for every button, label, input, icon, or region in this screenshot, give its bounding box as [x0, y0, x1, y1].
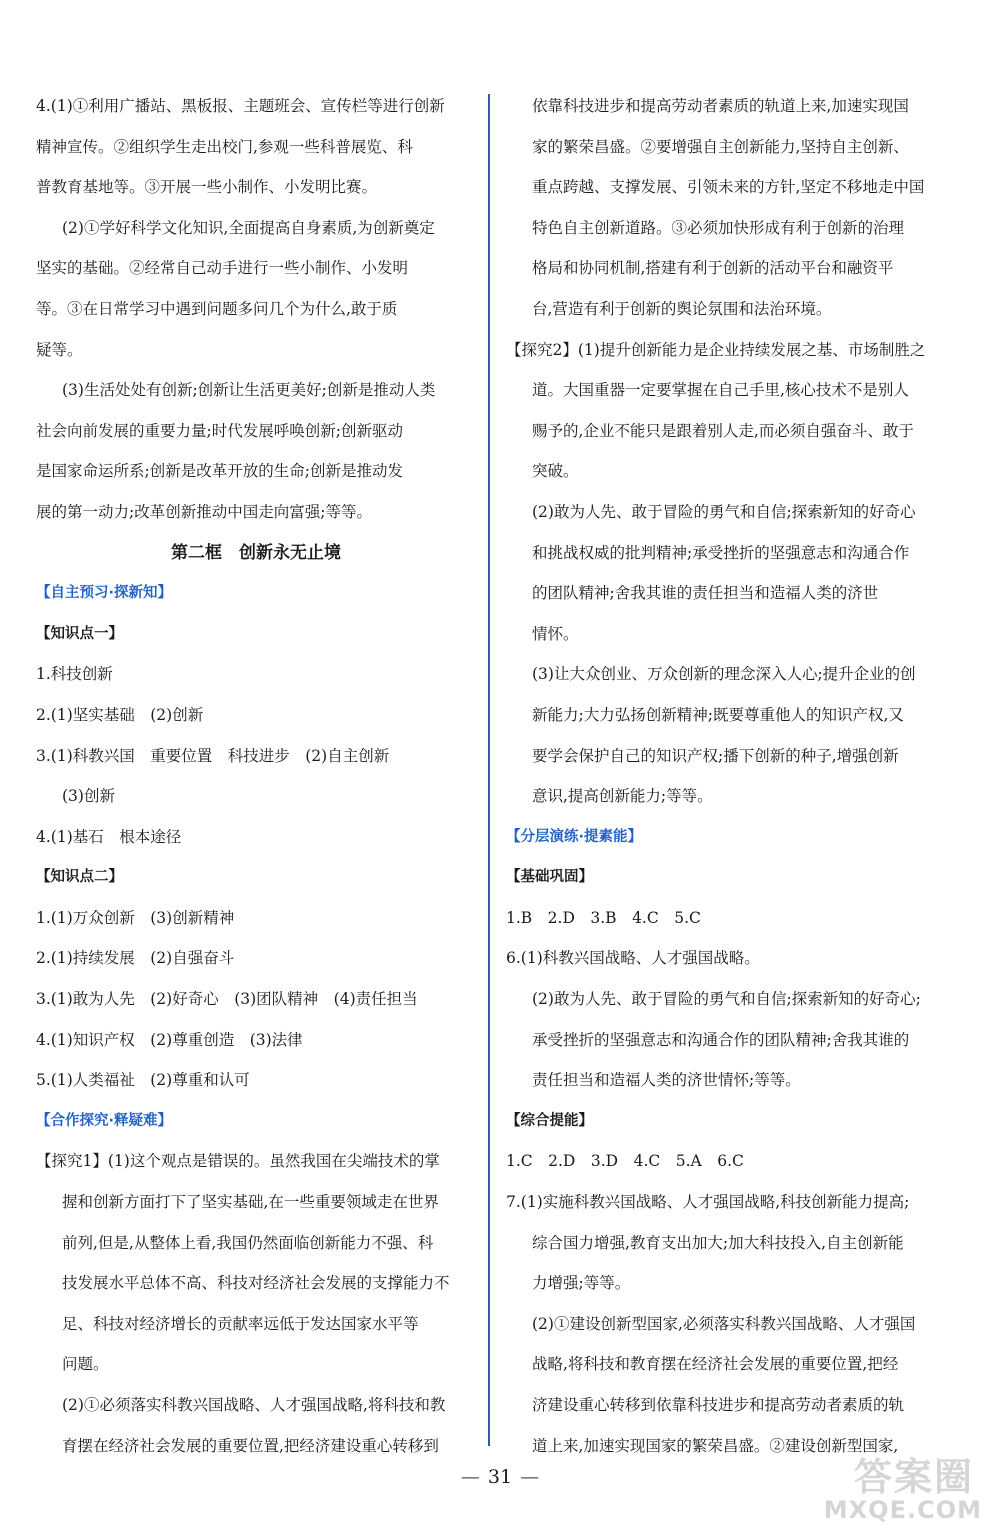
text-line: 社会向前发展的重要力量;时代发展呼唤创新;创新驱动 — [36, 421, 403, 440]
text-line: 和挑战权威的批判精神;承受挫折的坚强意志和沟通合作 — [532, 543, 910, 562]
text-line: 等。③在日常学习中遇到问题多问几个为什么,敢于质 — [36, 299, 398, 318]
page-number: — 31 — — [460, 1466, 540, 1488]
text-line: 展的第一动力;改革创新推动中国走向富强;等等。 — [36, 502, 372, 521]
text-line: 6.(1)科教兴国战略、人才强国战略。 — [506, 949, 760, 968]
text-line: 疑等。 — [36, 340, 83, 359]
text-line: 特色自主创新道路。③必须加快形成有利于创新的治理 — [532, 218, 905, 237]
text-line: 5.(1)人类福祉 (2)尊重和认可 — [36, 1071, 250, 1090]
text-line: 4.(1)基石 根本途径 — [36, 827, 182, 846]
section-title: 第二框 创新永无止境 — [171, 542, 341, 563]
text-line: (2)①建设创新型国家,必须落实科教兴国战略、人才强国 — [532, 1314, 916, 1333]
text-line: 【探究2】(1)提升创新能力是企业持续发展之基、市场制胜之 — [506, 340, 926, 359]
text-line: (3)生活处处有创新;创新让生活更美好;创新是推动人类 — [62, 381, 436, 400]
text-line: 4.(1)①利用广播站、黑板报、主题班会、宣传栏等进行创新 — [36, 97, 445, 115]
text-line: 普教育基地等。③开展一些小制作、小发明比赛。 — [36, 178, 378, 197]
text-line: 1.C 2.D 3.D 4.C 5.A 6.C — [506, 1152, 744, 1171]
text-line: 4.(1)知识产权 (2)尊重创造 (3)法律 — [36, 1030, 303, 1049]
text-line: 突破。 — [532, 462, 579, 481]
section-heading: 【知识点一】 — [36, 625, 123, 642]
text-line: 台,营造有利于创新的舆论氛围和法治环境。 — [532, 299, 832, 318]
text-line: 1.(1)万众创新 (3)创新精神 — [36, 908, 235, 927]
text-line: 重点跨越、支撑发展、引领未来的方针,坚定不移地走中国 — [532, 178, 925, 197]
text-line: (2)①学好科学文化知识,全面提高自身素质,为创新奠定 — [62, 218, 435, 237]
text-line: 2.(1)坚实基础 (2)创新 — [36, 705, 204, 724]
text-line: 3.(1)科教兴国 重要位置 科技进步 (2)自主创新 — [36, 746, 390, 765]
text-line: (2)①必须落实科教兴国战略、人才强国战略,将科技和教 — [62, 1396, 446, 1414]
text-line: 综合国力增强,教育支出加大;加大科技投入,自主创新能 — [532, 1233, 904, 1252]
text-line: 道。大国重器一定要掌握在自己手里,核心技术不是别人 — [532, 381, 909, 400]
text-line: 2.(1)持续发展 (2)自强奋斗 — [36, 949, 235, 968]
text-line: 7.(1)实施科教兴国战略、人才强国战略,科技创新能力提高; — [506, 1193, 910, 1212]
text-line: 精神宣传。②组织学生走出校门,参观一些科普展览、科 — [36, 137, 413, 156]
text-line: 育摆在经济社会发展的重要位置,把经济建设重心转移到 — [62, 1436, 439, 1455]
section-heading: 【基础巩固】 — [506, 869, 593, 886]
section-heading: 【合作探究·释疑难】 — [36, 1112, 173, 1129]
section-heading: 【综合提能】 — [506, 1112, 593, 1129]
page-number-value: 31 — [487, 1466, 513, 1488]
text-line: 1.科技创新 — [36, 665, 113, 684]
text-line: 新能力;大力弘扬创新精神;既要尊重他人的知识产权,又 — [532, 705, 904, 724]
text-line: 【探究1】(1)这个观点是错误的。虽然我国在尖端技术的掌 — [36, 1152, 440, 1171]
column-divider — [488, 94, 490, 1446]
text-line: (2)敢为人先、敢于冒险的勇气和自信;探索新知的好奇心 — [532, 502, 916, 521]
text-line: 前列,但是,从整体上看,我国仍然面临创新能力不强、科 — [62, 1233, 434, 1252]
section-heading: 【自主预习·探新知】 — [36, 585, 173, 602]
text-line: 握和创新方面打下了坚实基础,在一些重要领域走在世界 — [62, 1193, 439, 1212]
text-line: 力增强;等等。 — [532, 1274, 631, 1293]
text-line: 格局和协同机制,搭建有利于创新的活动平台和融资平 — [532, 259, 894, 278]
text-line: 足、科技对经济增长的贡献率远低于发达国家水平等 — [62, 1314, 419, 1333]
text-line: (2)敢为人先、敢于冒险的勇气和自信;探索新知的好奇心; — [532, 990, 921, 1009]
text-line: 家的繁荣昌盛。②要增强自主创新能力,坚持自主创新、 — [532, 137, 909, 156]
text-line: 责任担当和造福人类的济世情怀;等等。 — [532, 1071, 801, 1090]
watermark-title: 答案圈 — [853, 1455, 974, 1499]
text-line: 是国家命运所系;创新是改革开放的生命;创新是推动发 — [36, 462, 403, 481]
text-line: 情怀。 — [532, 624, 579, 643]
text-line: 3.(1)敢为人先 (2)好奇心 (3)团队精神 (4)责任担当 — [36, 990, 418, 1009]
watermark-logo — [770, 1446, 990, 1524]
text-line: (3)让大众创业、万众创新的理念深入人心;提升企业的创 — [532, 665, 916, 684]
section-heading: 【知识点二】 — [36, 869, 123, 886]
text-line: 依靠科技进步和提高劳动者素质的轨道上来,加速实现国 — [532, 97, 909, 115]
text-line: 的团队精神;舍我其谁的责任担当和造福人类的济世 — [532, 584, 879, 603]
right-column — [506, 86, 942, 1466]
text-line: 技发展水平总体不高、科技对经济社会发展的支撑能力不 — [62, 1274, 450, 1293]
section-heading: 【分层演练·提素能】 — [506, 828, 643, 845]
text-line: 道上来,加速实现国家的繁荣昌盛。②建设创新型国家, — [532, 1436, 899, 1455]
text-line: 战略,将科技和教育摆在经济社会发展的重要位置,把经 — [532, 1355, 899, 1374]
text-line: 问题。 — [62, 1355, 109, 1374]
text-line: 坚实的基础。②经常自己动手进行一些小制作、小发明 — [36, 259, 409, 278]
text-line: 赐予的,企业不能只是跟着别人走,而必须自强奋斗、敢于 — [532, 421, 914, 440]
text-line: 承受挫折的坚强意志和沟通合作的团队精神;舍我其谁的 — [532, 1030, 910, 1049]
watermark-url: MXQE.COM — [823, 1496, 982, 1524]
text-line: 1.B 2.D 3.B 4.C 5.C — [506, 908, 701, 927]
text-line: (3)创新 — [62, 787, 115, 806]
left-column — [36, 86, 476, 1466]
text-line: 意识,提高创新能力;等等。 — [532, 787, 713, 806]
text-line: 济建设重心转移到依靠科技进步和提高劳动者素质的轨 — [532, 1396, 905, 1414]
text-line: 要学会保护自己的知识产权;播下创新的种子,增强创新 — [532, 746, 899, 765]
